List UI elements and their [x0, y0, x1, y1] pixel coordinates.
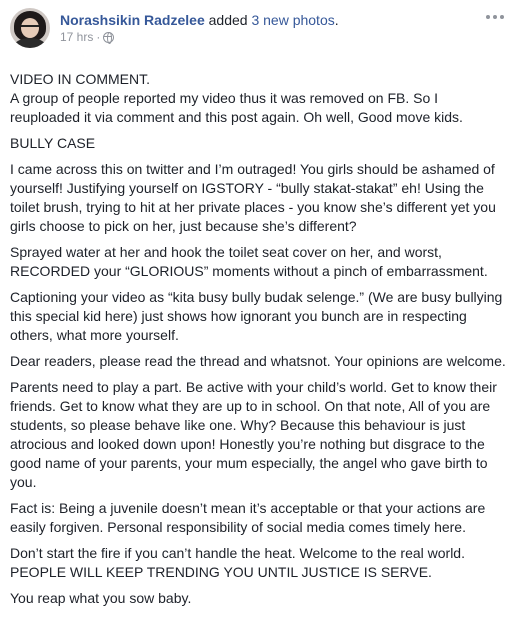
post-paragraph: BULLY CASE: [10, 135, 96, 151]
action-suffix: .: [334, 12, 339, 28]
post-paragraph: Captioning your video as “kita busy bully budak selenge.” (We are busy bullying this special kid here) just shows how ignorant you bunch are in respecting others, what more yourself.: [10, 289, 503, 343]
post-paragraph: Dear readers, please read the thread and whatsnot. Your opinions are welcome.: [10, 353, 506, 369]
more-options-icon[interactable]: [484, 10, 506, 24]
post-headline: [60, 11, 339, 29]
post-paragraph: VIDEO IN COMMENT.: [10, 71, 151, 87]
avatar[interactable]: [10, 8, 50, 48]
author-name-link[interactable]: Norashsikin Radzelee: [60, 12, 205, 28]
new-photos-link[interactable]: 3 new photos: [251, 12, 335, 28]
globe-icon[interactable]: [103, 32, 114, 43]
post-paragraph: Sprayed water at her and hook the toilet seat cover on her, and worst, RECORDED your “GLORIOUS” moments without a pinch of embarrassment.: [10, 244, 488, 279]
post-header: [10, 8, 510, 60]
post-subline: [60, 29, 339, 45]
post-content: [10, 70, 510, 608]
post-paragraph: You reap what you sow baby.: [10, 590, 192, 606]
post-paragraph: Don’t start the fire if you can’t handle the heat. Welcome to the real world. PEOPLE WILL KEEP TRENDING YOU UNTIL JUSTICE IS SERVE.: [10, 545, 465, 580]
post-timestamp[interactable]: 17 hrs: [60, 30, 94, 44]
post-paragraph: Parents need to play a part. Be active with your child’s world. Get to know their friends. Get to know what they are up to in school. On that note, All of you are students, so please behave like one. Why? Because this behaviour is just atrocious and looked down upon! Honestly you’re nothing but disgrace to the good name of your parents, your mum especially, the angel who gave birth to you.: [10, 379, 497, 490]
post-meta: [60, 8, 339, 45]
post-paragraph: A group of people reported my video thus it was removed on FB. So I reuploaded it via comment and this post again. Oh well, Good move kids.: [10, 90, 463, 125]
separator-dot: ·: [96, 30, 101, 44]
post-paragraph: I came across this on twitter and I’m outraged! You girls should be ashamed of yourself! Justifying yourself on IGSTORY - “bully stakat-stakat” eh! Using the toilet brush, trying to hit at her private places - you know she’s different yet you girls choose to pick on her, just because she’s different?: [10, 161, 496, 234]
post-paragraph: Fact is: Being a juvenile doesn’t mean it’s acceptable or that your actions are easily forgiven. Personal responsibility of social media comes timely here.: [10, 500, 486, 535]
action-text: added: [208, 12, 248, 28]
